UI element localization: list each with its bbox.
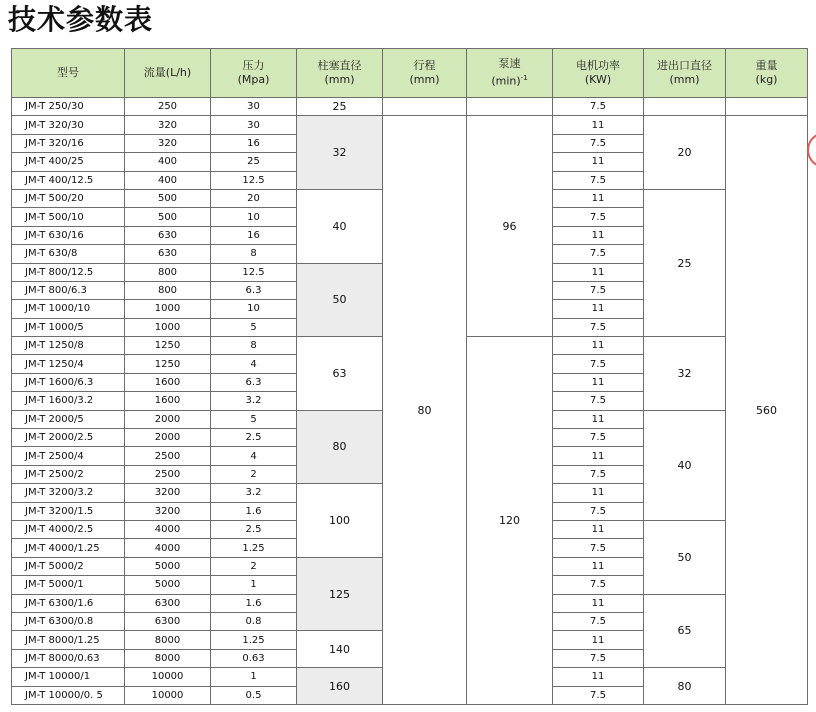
motor-power-cell: 11	[553, 263, 644, 281]
model-cell: JM-T 2000/2.5	[12, 429, 125, 447]
weight-cell: 560	[726, 116, 808, 705]
flow-cell: 800	[125, 281, 211, 299]
table-row	[12, 98, 808, 116]
side-edge-decoration	[807, 132, 816, 168]
pressure-cell: 6.3	[211, 373, 297, 391]
pressure-cell: 12.5	[211, 263, 297, 281]
port-diameter-cell: 25	[644, 189, 726, 336]
flow-cell: 3200	[125, 502, 211, 520]
plunger-diameter-cell: 50	[297, 263, 383, 337]
pressure-cell: 4	[211, 355, 297, 373]
model-cell: JM-T 6300/1.6	[12, 594, 125, 612]
flow-cell: 1250	[125, 337, 211, 355]
header-pressure: 压力 (Mpa)	[211, 49, 297, 98]
flow-cell: 5000	[125, 557, 211, 575]
flow-cell: 630	[125, 245, 211, 263]
model-cell: JM-T 1250/4	[12, 355, 125, 373]
motor-power-cell: 11	[553, 226, 644, 244]
model-cell: JM-T 800/6.3	[12, 281, 125, 299]
flow-cell: 8000	[125, 649, 211, 667]
motor-power-cell: 7.5	[553, 355, 644, 373]
motor-power-cell: 7.5	[553, 208, 644, 226]
stroke-cell: 80	[383, 116, 467, 705]
motor-power-cell: 7.5	[553, 576, 644, 594]
model-cell: JM-T 6300/0.8	[12, 612, 125, 630]
pressure-cell: 8	[211, 245, 297, 263]
pressure-cell: 3.2	[211, 484, 297, 502]
plunger-diameter-cell: 63	[297, 337, 383, 411]
motor-power-cell: 11	[553, 337, 644, 355]
model-cell: JM-T 1000/10	[12, 300, 125, 318]
plunger-diameter-cell: 40	[297, 189, 383, 263]
pressure-cell: 12.5	[211, 171, 297, 189]
pressure-cell: 2	[211, 557, 297, 575]
model-cell: JM-T 500/20	[12, 189, 125, 207]
motor-power-cell: 11	[553, 300, 644, 318]
motor-power-cell: 7.5	[553, 612, 644, 630]
pressure-cell: 1	[211, 668, 297, 686]
motor-power-cell: 7.5	[553, 429, 644, 447]
model-cell: JM-T 500/10	[12, 208, 125, 226]
model-cell: JM-T 4000/1.25	[12, 539, 125, 557]
flow-cell: 1250	[125, 355, 211, 373]
weight-cell	[726, 98, 808, 116]
pressure-cell: 20	[211, 189, 297, 207]
model-cell: JM-T 630/16	[12, 226, 125, 244]
flow-cell: 5000	[125, 576, 211, 594]
motor-power-cell: 11	[553, 484, 644, 502]
flow-cell: 6300	[125, 612, 211, 630]
model-cell: JM-T 3200/3.2	[12, 484, 125, 502]
pressure-cell: 0.63	[211, 649, 297, 667]
model-cell: JM-T 320/16	[12, 134, 125, 152]
pressure-cell: 8	[211, 337, 297, 355]
spec-table	[11, 48, 808, 705]
flow-cell: 8000	[125, 631, 211, 649]
flow-cell: 2000	[125, 429, 211, 447]
motor-power-cell: 11	[553, 668, 644, 686]
model-cell: JM-T 10000/0. 5	[12, 686, 125, 704]
motor-power-cell: 7.5	[553, 134, 644, 152]
pressure-cell: 30	[211, 98, 297, 116]
flow-cell: 500	[125, 208, 211, 226]
pressure-cell: 2	[211, 465, 297, 483]
pressure-cell: 2.5	[211, 429, 297, 447]
flow-cell: 10000	[125, 668, 211, 686]
model-cell: JM-T 2500/4	[12, 447, 125, 465]
header-port: 进出口直径 (mm)	[644, 49, 726, 98]
motor-power-cell: 7.5	[553, 649, 644, 667]
model-cell: JM-T 4000/2.5	[12, 520, 125, 538]
motor-power-cell: 7.5	[553, 245, 644, 263]
plunger-diameter-cell: 25	[297, 98, 383, 116]
pressure-cell: 5	[211, 410, 297, 428]
header-flow: 流量(L/h)	[125, 49, 211, 98]
model-cell: JM-T 2000/5	[12, 410, 125, 428]
pump-speed-cell: 96	[467, 116, 553, 337]
motor-power-cell: 11	[553, 189, 644, 207]
flow-cell: 4000	[125, 539, 211, 557]
plunger-diameter-cell: 100	[297, 484, 383, 558]
header-stroke: 行程 (mm)	[383, 49, 467, 98]
pressure-cell: 16	[211, 226, 297, 244]
motor-power-cell: 7.5	[553, 539, 644, 557]
model-cell: JM-T 5000/1	[12, 576, 125, 594]
header-speed: 泵速 $(\min)^{-1}$	[467, 49, 553, 98]
pressure-cell: 4	[211, 447, 297, 465]
model-cell: JM-T 2500/2	[12, 465, 125, 483]
port-diameter-cell: 20	[644, 116, 726, 190]
pressure-cell: 30	[211, 116, 297, 134]
model-cell: JM-T 400/25	[12, 153, 125, 171]
flow-cell: 3200	[125, 484, 211, 502]
pressure-cell: 1.25	[211, 631, 297, 649]
motor-power-cell: 7.5	[553, 281, 644, 299]
motor-power-cell: 11	[553, 153, 644, 171]
pressure-cell: 5	[211, 318, 297, 336]
plunger-diameter-cell: 32	[297, 116, 383, 190]
flow-cell: 2000	[125, 410, 211, 428]
pressure-cell: 16	[211, 134, 297, 152]
port-diameter-cell: 40	[644, 410, 726, 520]
motor-power-cell: 7.5	[553, 392, 644, 410]
motor-power-cell: 7.5	[553, 98, 644, 116]
pressure-cell: 25	[211, 153, 297, 171]
model-cell: JM-T 250/30	[12, 98, 125, 116]
model-cell: JM-T 1000/5	[12, 318, 125, 336]
model-cell: JM-T 1600/3.2	[12, 392, 125, 410]
flow-cell: 2500	[125, 447, 211, 465]
plunger-diameter-cell: 80	[297, 410, 383, 484]
header-weight: 重量 (kg)	[726, 49, 808, 98]
motor-power-cell: 11	[553, 520, 644, 538]
pressure-cell: 6.3	[211, 281, 297, 299]
spec-body	[12, 98, 808, 705]
pressure-cell: 1.6	[211, 594, 297, 612]
motor-power-cell: 11	[553, 410, 644, 428]
pressure-cell: 1.6	[211, 502, 297, 520]
plunger-diameter-cell: 125	[297, 557, 383, 631]
motor-power-cell: 7.5	[553, 686, 644, 704]
header-model: 型号	[12, 49, 125, 98]
port-diameter-cell: 50	[644, 520, 726, 594]
model-cell: JM-T 1600/6.3	[12, 373, 125, 391]
flow-cell: 320	[125, 116, 211, 134]
pressure-cell: 10	[211, 300, 297, 318]
model-cell: JM-T 8000/1.25	[12, 631, 125, 649]
flow-cell: 1000	[125, 300, 211, 318]
flow-cell: 400	[125, 153, 211, 171]
model-cell: JM-T 800/12.5	[12, 263, 125, 281]
motor-power-cell: 11	[553, 447, 644, 465]
model-cell: JM-T 10000/1	[12, 668, 125, 686]
flow-cell: 320	[125, 134, 211, 152]
model-cell: JM-T 1250/8	[12, 337, 125, 355]
motor-power-cell: 11	[553, 373, 644, 391]
flow-cell: 10000	[125, 686, 211, 704]
motor-power-cell: 7.5	[553, 171, 644, 189]
plunger-diameter-cell: 140	[297, 631, 383, 668]
table-row	[12, 116, 808, 134]
pressure-cell: 0.5	[211, 686, 297, 704]
motor-power-cell: 11	[553, 631, 644, 649]
plunger-diameter-cell: 160	[297, 668, 383, 705]
flow-cell: 1600	[125, 373, 211, 391]
pressure-cell: 10	[211, 208, 297, 226]
pump-speed-cell	[467, 98, 553, 116]
pressure-cell: 1.25	[211, 539, 297, 557]
motor-power-cell: 7.5	[553, 465, 644, 483]
flow-cell: 6300	[125, 594, 211, 612]
pump-speed-cell: 120	[467, 337, 553, 705]
model-cell: JM-T 5000/2	[12, 557, 125, 575]
flow-cell: 800	[125, 263, 211, 281]
flow-cell: 250	[125, 98, 211, 116]
flow-cell: 630	[125, 226, 211, 244]
port-diameter-cell: 80	[644, 668, 726, 705]
model-cell: JM-T 400/12.5	[12, 171, 125, 189]
header-power: 电机功率 (KW)	[553, 49, 644, 98]
header-plunger: 柱塞直径 (mm)	[297, 49, 383, 98]
page-title: 技术参数表	[8, 3, 154, 36]
motor-power-cell: 11	[553, 116, 644, 134]
pressure-cell: 0.8	[211, 612, 297, 630]
port-diameter-cell: 32	[644, 337, 726, 411]
flow-cell: 2500	[125, 465, 211, 483]
model-cell: JM-T 320/30	[12, 116, 125, 134]
flow-cell: 1000	[125, 318, 211, 336]
pressure-cell: 3.2	[211, 392, 297, 410]
pressure-cell: 2.5	[211, 520, 297, 538]
pressure-cell: 1	[211, 576, 297, 594]
flow-cell: 400	[125, 171, 211, 189]
port-diameter-cell	[644, 98, 726, 116]
motor-power-cell: 11	[553, 594, 644, 612]
model-cell: JM-T 8000/0.63	[12, 649, 125, 667]
flow-cell: 1600	[125, 392, 211, 410]
motor-power-cell: 11	[553, 557, 644, 575]
flow-cell: 500	[125, 189, 211, 207]
port-diameter-cell: 65	[644, 594, 726, 668]
model-cell: JM-T 630/8	[12, 245, 125, 263]
motor-power-cell: 7.5	[553, 318, 644, 336]
stroke-cell	[383, 98, 467, 116]
header-row	[12, 49, 808, 98]
motor-power-cell: 7.5	[553, 502, 644, 520]
flow-cell: 4000	[125, 520, 211, 538]
model-cell: JM-T 3200/1.5	[12, 502, 125, 520]
